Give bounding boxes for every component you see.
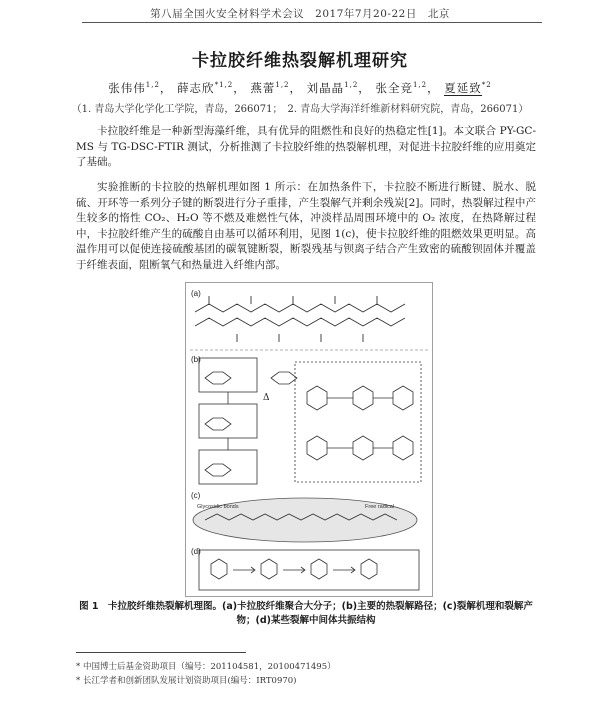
panel-b-label: (b) — [191, 355, 201, 364]
footnote: * 中国博士后基金资助项目（编号：201104581，20100471495） — [76, 662, 336, 672]
panel-c-label: (c) — [191, 491, 201, 500]
author-sup: 1,2 — [412, 81, 428, 90]
header-divider — [82, 22, 542, 23]
author: 张伟伟 — [108, 81, 146, 95]
author-sup: 1,2 — [275, 81, 290, 90]
affiliation: （1. 青岛大学化学化工学院，青岛，266071； 2. 青岛大学海洋纤维新材料研究院，青岛，266071） — [71, 104, 529, 115]
delta-symbol: Δ — [263, 393, 270, 403]
figure-caption: 图 1 卡拉胶纤维热裂解机理图。(a)卡拉胶纤维聚合大分子；(b)主要的热裂解路径；(c)裂解机理和裂解产物；(d)某些裂解中间体共振结构 — [79, 601, 533, 626]
footnote: * 长江学者和创新团队发展计划资助项目(编号：IRT0970) — [76, 676, 297, 686]
footnote-divider — [76, 652, 246, 653]
author-sup: *2 — [481, 81, 492, 90]
abstract-paragraph: 卡拉胶纤维是一种新型海藻纤维，具有优异的阻燃性和良好的热稳定性[1]。本文联合 PY-GC-MS 与 TG-DSC-FTIR 测试，分析推测了卡拉胶纤维的热裂解机理，对促进卡拉胶纤维的应用奠定了基础。 — [76, 125, 536, 168]
pyrolysis-mechanism-figure — [185, 282, 433, 597]
author: 刘晶晶 — [306, 81, 345, 95]
radical-annotation: Free radical — [365, 504, 395, 510]
author: 夏延致 — [444, 81, 482, 95]
mechanism-paragraph: 实验推断的卡拉胶的热解机理如图 1 所示：在加热条件下，卡拉胶不断进行断键、脱水、脱硫、开环等一系列分子键的断裂进行分子重排，产生裂解气并剩余残炭[2]。同时，热裂解过程中产生较多的惰性 CO₂、H₂O 等不燃及难燃性气体，冲淡样品周围环境中的 O₂ 浓度，在热降解过程中，卡拉胶纤维产生的硫酸自由基可以循环利用，见图 1(c)，使卡拉胶纤维的阻燃效果更明显。高温作用可以促使连接硫酸基团的碳氧键断裂，断裂残基与钡离子结合产生致密的硫酸钡固体并覆盖于纤维表面，阻断氧气和热量进入纤维内部。 — [76, 181, 536, 271]
panel-a-label: (a) — [191, 289, 201, 298]
glycosidic-annotation: Glycosidic bonds — [197, 504, 239, 510]
author-list: 张伟伟$^{1,2}$， 薛志欣$^{*1,2}$， 燕蕾$^{1,2}$， 刘晶晶$^{1,2}$， 张全竞$^{1,2}$， 夏延致$^{*2}$ — [108, 81, 492, 95]
author-sup: 1,2 — [344, 81, 359, 90]
author: 薛志欣 — [177, 81, 215, 95]
author-sup: *1,2 — [214, 81, 234, 90]
conference-header: 第八届全国火安全材料学术会议 2017年7月20-22日 北京 — [150, 8, 450, 20]
paper-title: 卡拉胶纤维热裂解机理研究 — [192, 51, 408, 71]
author: 张全竞 — [375, 81, 413, 95]
panel-d-label: (d) — [191, 547, 201, 556]
author-sup: 1,2 — [145, 81, 160, 90]
author: 燕蕾 — [250, 81, 276, 95]
